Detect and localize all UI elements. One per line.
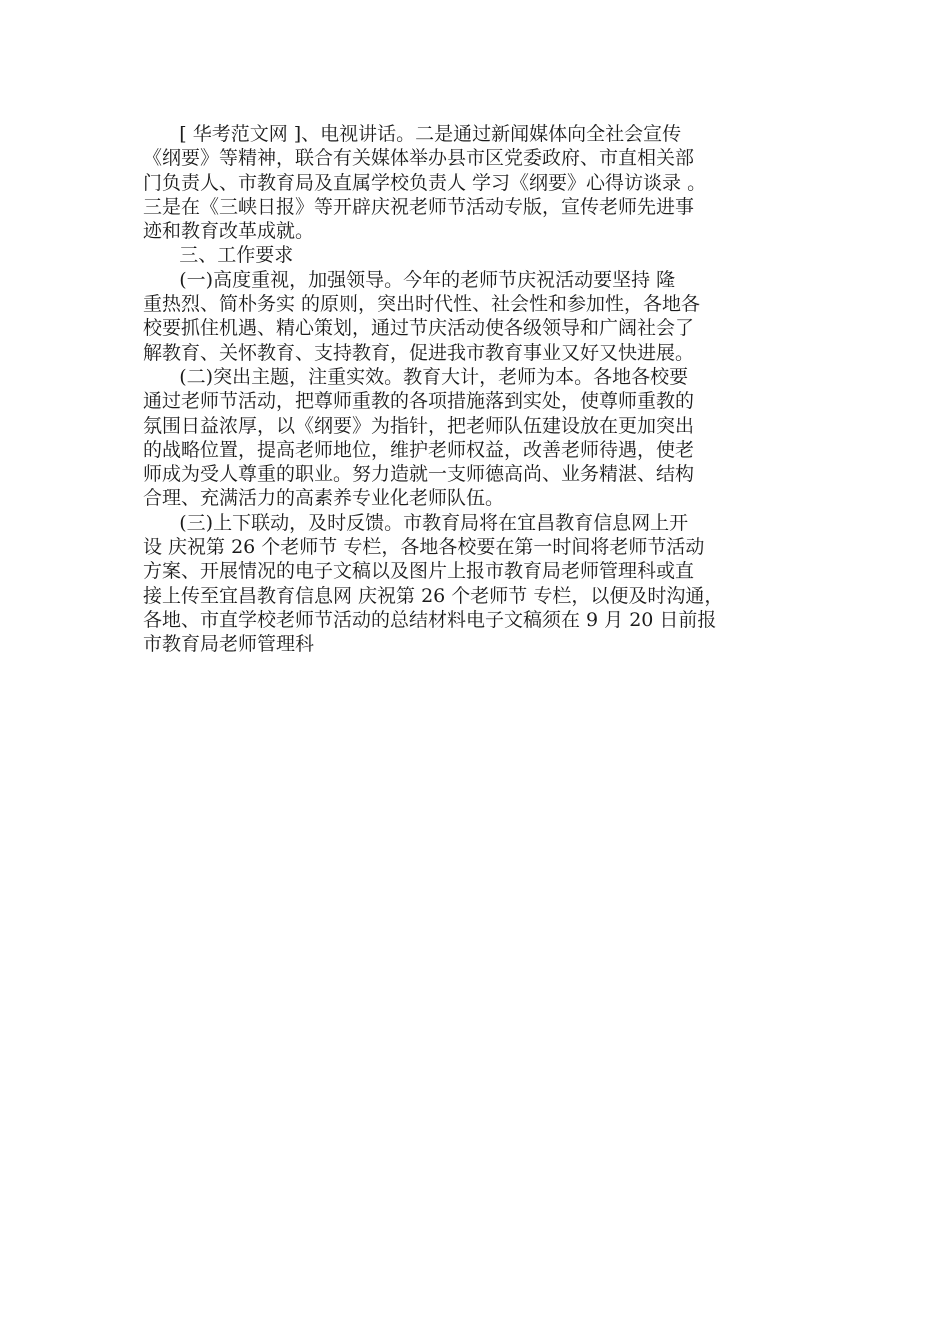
text-line: 氛围日益浓厚，以《纲要》为指针，把老师队伍建设放在更加突出 [143,414,695,437]
text-line: (二)突出主题，注重实效。教育大计，老师为本。各地各校要 [143,365,689,388]
text-line: 《纲要》等精神，联合有关媒体举办县市区党委政府、市直相关部 [143,147,695,170]
text-line: 接上传至宜昌教育信息网 庆祝第 26 个老师节 专栏，以便及时沟通， [143,584,724,607]
text-line: 三是在《三峡日报》等开辟庆祝老师节活动专版，宣传老师先进事 [143,195,695,218]
text-line: 方案、开展情况的电子文稿以及图片上报市教育局老师管理科或直 [143,560,695,583]
text-line: 解教育、关怀教育、支持教育，促进我市教育事业又好又快进展。 [143,341,695,364]
text-line: 合理、充满活力的高素养专业化老师队伍。 [143,487,505,510]
text-line: 校要抓住机遇、精心策划，通过节庆活动使各级领导和广阔社会了 [143,317,695,340]
text-line: 门负责人、市教育局及直属学校负责人 学习《纲要》心得访谈录 。 [143,171,707,194]
text-line: 师成为受人尊重的职业。努力造就一支师德高尚、业务精湛、结构 [143,463,695,486]
text-line: 的战略位置，提高老师地位，维护老师权益，改善老师待遇，使老 [143,438,695,461]
text-line: 通过老师节活动，把尊师重教的各项措施落到实处，使尊师重教的 [143,390,695,413]
text-line: (一)高度重视，加强领导。今年的老师节庆祝活动要坚持 隆 [143,268,676,291]
text-line: [ 华考范文网 ]、电视讲话。二是通过新闻媒体向全社会宣传 [143,123,682,145]
text-line: 市教育局老师管理科 [143,633,315,656]
text-line: 迹和教育改革成就。 [143,220,315,243]
section-heading: 三、工作要求 [143,244,294,267]
text-line: 设 庆祝第 26 个老师节 专栏，各地各校要在第一时间将老师节活动 [143,536,705,559]
text-line: (三)上下联动，及时反馈。市教育局将在宜昌教育信息网上开 [143,511,689,534]
text-line: 重热烈、简朴务实 的原则，突出时代性、社会性和参加性，各地各 [143,293,701,316]
text-line: 各地、市直学校老师节活动的总结材料电子文稿须在 9 月 20 日前报 [143,608,717,631]
document-body [143,122,823,657]
